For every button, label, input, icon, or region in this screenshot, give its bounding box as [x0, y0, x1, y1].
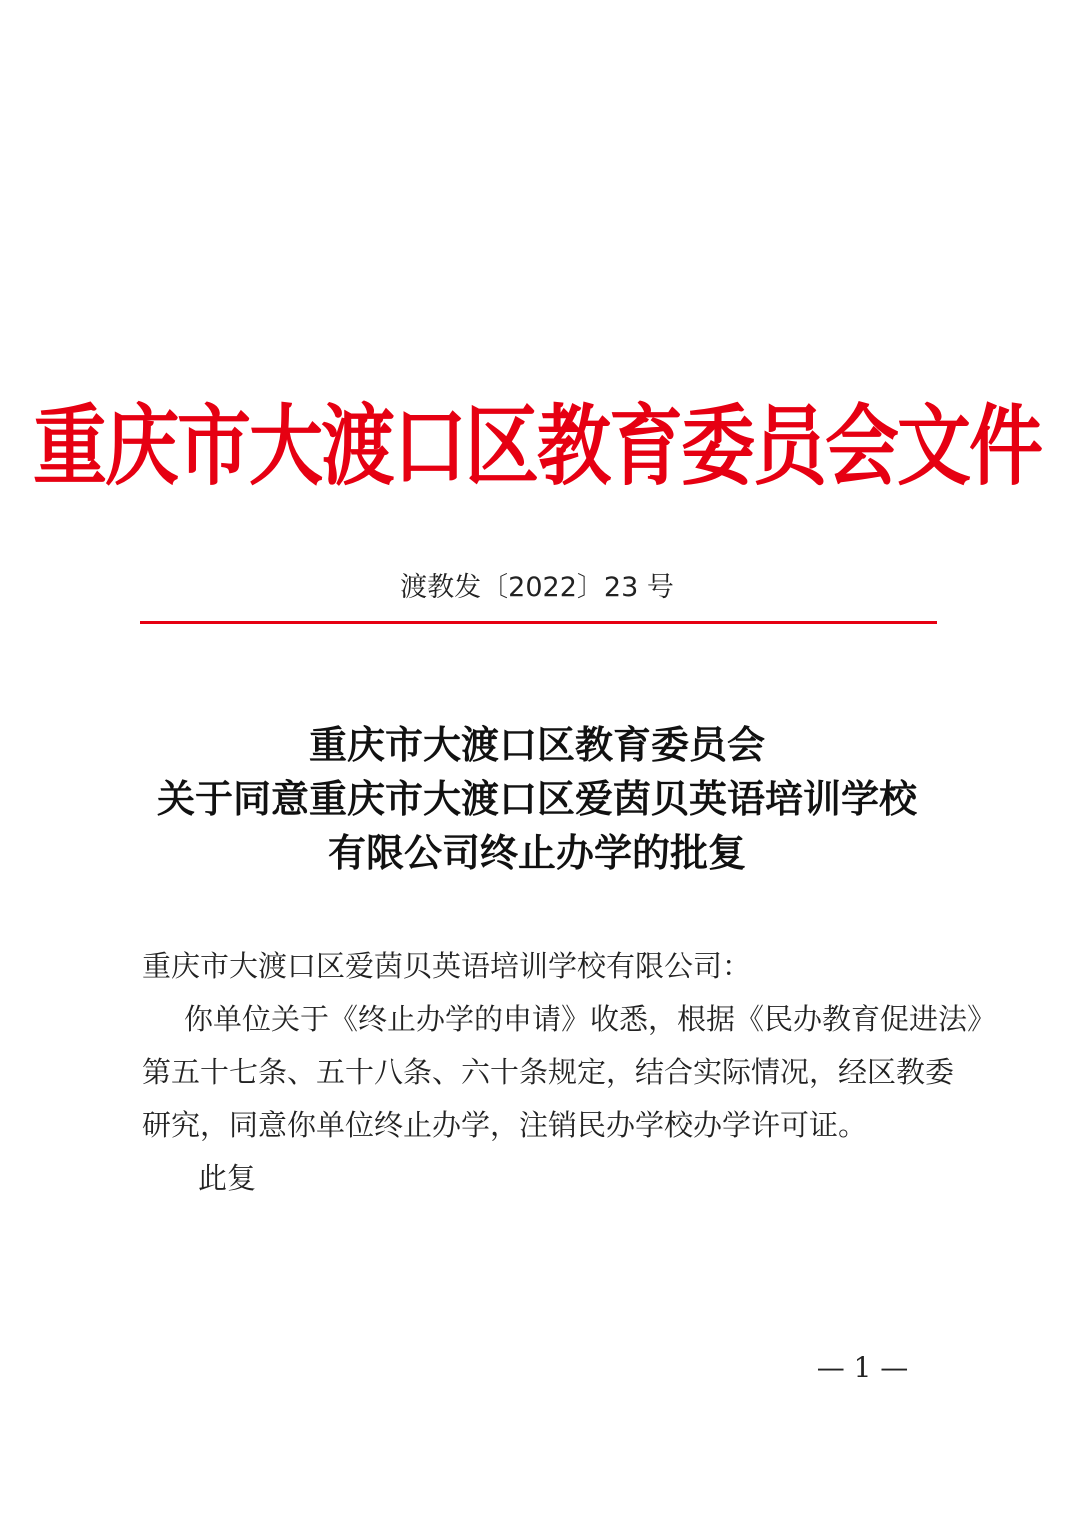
title-line: 重庆市大渡口区教育委员会 — [308, 722, 765, 767]
title-line: 关于同意重庆市大渡口区爱茵贝英语培训学校 — [156, 776, 917, 821]
masthead-title: 重庆市大渡口区教育委员会文件 — [33, 396, 1041, 498]
document-title — [0, 718, 1074, 880]
body-line: 第五十七条、五十八条、六十条规定，结合实际情况，经区教委 — [142, 1055, 955, 1089]
red-divider-line — [140, 621, 937, 624]
document-body — [142, 940, 997, 1205]
closing-remark: 此复 — [198, 1161, 257, 1195]
body-line: 你单位关于《终止办学的申请》收悉，根据《民办教育促进法》 — [184, 1002, 997, 1036]
body-line: 研究，同意你单位终止办学，注销民办学校办学许可证。 — [142, 1108, 868, 1142]
page-number: — 1 — — [816, 1351, 909, 1384]
document-number: 渡教发〔2022〕23 号 — [400, 572, 674, 603]
salutation: 重庆市大渡口区爱茵贝英语培训学校有限公司： — [142, 949, 752, 983]
title-line: 有限公司终止办学的批复 — [327, 830, 746, 875]
